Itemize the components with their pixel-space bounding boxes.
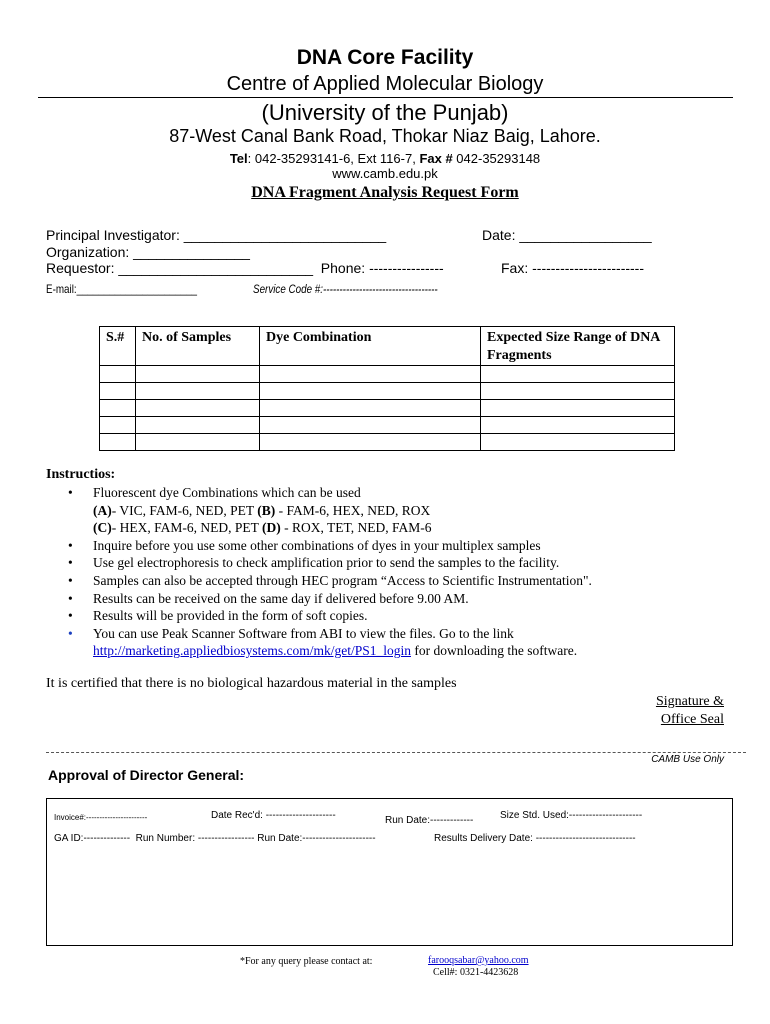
bullet-icon: • bbox=[68, 555, 73, 571]
date-field[interactable]: Date: _________________ bbox=[482, 227, 652, 243]
col-header-serial: S.# bbox=[100, 327, 136, 366]
tel-label: Tel bbox=[229, 151, 248, 166]
email-field[interactable]: E-mail:______________________ bbox=[46, 282, 198, 296]
bullet-icon: • bbox=[68, 625, 73, 641]
size-std-field[interactable]: Size Std. Used:---------------------- bbox=[500, 810, 643, 821]
organization-field[interactable]: Organization: _______________ bbox=[46, 244, 250, 260]
col-header-samples: No. of Samples bbox=[136, 327, 260, 366]
table-cell[interactable] bbox=[481, 366, 675, 383]
table-cell[interactable] bbox=[260, 417, 481, 434]
peak-scanner-link[interactable]: http://marketing.appliedbiosystems.com/mk/get/PS1_login bbox=[93, 643, 411, 659]
table-cell[interactable] bbox=[260, 383, 481, 400]
combo-d-text: - ROX, TET, NED, FAM-6 bbox=[280, 520, 432, 536]
address: 87-West Canal Bank Road, Thokar Niaz Baig, Lahore. bbox=[169, 126, 601, 146]
date-received-field[interactable]: Date Rec'd: --------------------- bbox=[211, 810, 336, 821]
combo-d-label: (D) bbox=[262, 520, 281, 536]
signature-label: Signature & bbox=[655, 694, 724, 709]
table-row bbox=[100, 434, 675, 451]
query-contact-label: *For any query please contact at: bbox=[240, 956, 373, 967]
list-item bbox=[64, 625, 744, 660]
signature-block[interactable] bbox=[600, 693, 724, 729]
bullet-icon: • bbox=[68, 608, 73, 624]
table-cell[interactable] bbox=[136, 434, 260, 451]
table-header-row bbox=[100, 327, 675, 366]
table-row bbox=[100, 417, 675, 434]
contact-cell: Cell#: 0321-4423628 bbox=[433, 967, 519, 978]
fax-value: 042-35293148 bbox=[452, 151, 541, 166]
bullet-icon: • bbox=[68, 537, 73, 553]
service-code-field[interactable]: Service Code #:----------------------------------- bbox=[253, 282, 438, 296]
table-cell[interactable] bbox=[481, 417, 675, 434]
list-item bbox=[64, 554, 744, 572]
combo-c-label: (C) bbox=[93, 520, 112, 536]
table-row bbox=[100, 366, 675, 383]
table-cell[interactable] bbox=[136, 383, 260, 400]
instruction-text: Inquire before you use some other combinations of dyes in your multiplex samples bbox=[93, 537, 541, 553]
facility-title: DNA Core Facility bbox=[296, 46, 474, 69]
section-divider bbox=[46, 752, 746, 753]
approval-heading: Approval of Director General: bbox=[48, 767, 245, 783]
combo-b-text: - FAM-6, HEX, NED, ROX bbox=[275, 502, 431, 518]
tel-value: : 042-35293141-6, Ext 116-7, bbox=[247, 151, 420, 166]
list-item bbox=[64, 607, 744, 625]
contact-line bbox=[0, 151, 770, 166]
list-item bbox=[64, 590, 744, 608]
bullet-icon: • bbox=[68, 485, 73, 500]
table-cell[interactable] bbox=[481, 434, 675, 451]
list-item bbox=[64, 537, 744, 555]
combo-a-label: (A) bbox=[93, 502, 112, 518]
invoice-field[interactable]: Invoice#:----------------------- bbox=[54, 813, 148, 822]
camb-use-label: CAMB Use Only bbox=[651, 754, 724, 765]
table-cell[interactable] bbox=[136, 417, 260, 434]
header-divider bbox=[38, 97, 733, 98]
results-delivery-field[interactable]: Results Delivery Date: ------------------------------ bbox=[434, 833, 636, 844]
table-cell[interactable] bbox=[136, 366, 260, 383]
instructions-list bbox=[64, 484, 744, 660]
table-cell[interactable] bbox=[100, 366, 136, 383]
form-title bbox=[0, 184, 770, 202]
combo-b-label: (B) bbox=[257, 502, 276, 518]
fax-label: Fax # bbox=[419, 151, 453, 166]
combo-c-text: - HEX, FAM-6, NED, PET bbox=[111, 520, 262, 536]
list-item bbox=[64, 572, 744, 590]
col-header-size-range: Expected Size Range of DNA Fragments bbox=[481, 327, 675, 366]
instruction-text: Samples can also be accepted through HEC program “Access to Scientific Instrumentation". bbox=[93, 572, 592, 588]
table-cell[interactable] bbox=[260, 400, 481, 417]
table-cell[interactable] bbox=[481, 383, 675, 400]
instruction-text: Fluorescent dye Combinations which can be used bbox=[93, 485, 361, 500]
website: www.camb.edu.pk bbox=[332, 166, 438, 181]
samples-table bbox=[99, 326, 675, 451]
link-suffix: for downloading the software. bbox=[410, 643, 578, 659]
instruction-text: Use gel electrophoresis to check amplification prior to send the samples to the facility. bbox=[93, 555, 560, 571]
office-seal-label: Office Seal bbox=[660, 712, 724, 727]
table-cell[interactable] bbox=[136, 400, 260, 417]
bullet-icon: • bbox=[68, 572, 73, 588]
col-header-dye: Dye Combination bbox=[260, 327, 481, 366]
table-cell[interactable] bbox=[100, 434, 136, 451]
fax-field[interactable]: Fax: ------------------------ bbox=[501, 260, 645, 276]
table-row bbox=[100, 400, 675, 417]
certification-statement: It is certified that there is no biological hazardous material in the samples bbox=[46, 676, 457, 691]
instruction-text: You can use Peak Scanner Software from ABI to view the files. Go to the link bbox=[93, 625, 514, 641]
form-title-text: DNA Fragment Analysis Request Form bbox=[251, 184, 519, 201]
university-name: (University of the Punjab) bbox=[261, 100, 509, 125]
table-cell[interactable] bbox=[481, 400, 675, 417]
table-cell[interactable] bbox=[100, 383, 136, 400]
table-cell[interactable] bbox=[100, 417, 136, 434]
instruction-text: Results can be received on the same day if delivered before 9.00 AM. bbox=[93, 590, 469, 606]
contact-email-link[interactable]: farooqsabar@yahoo.com bbox=[428, 955, 529, 966]
requestor-phone-field[interactable]: Requestor: _________________________ Phone: ---------------- bbox=[46, 260, 444, 276]
combo-a-text: - VIC, FAM-6, NED, PET bbox=[111, 502, 258, 518]
run-date-small-field[interactable]: Run Date:------------- bbox=[385, 815, 474, 826]
ga-id-run-field[interactable]: GA ID:-------------- Run Number: ----------------- Run Date:---------------------- bbox=[54, 833, 376, 844]
table-row bbox=[100, 383, 675, 400]
list-item bbox=[64, 484, 744, 537]
principal-investigator-field[interactable]: Principal Investigator: __________________________ bbox=[46, 227, 387, 243]
instruction-text: Results will be provided in the form of soft copies. bbox=[93, 608, 368, 624]
table-cell[interactable] bbox=[100, 400, 136, 417]
centre-name: Centre of Applied Molecular Biology bbox=[226, 73, 544, 95]
instructions-heading: Instructios: bbox=[46, 467, 116, 482]
bullet-icon: • bbox=[68, 590, 73, 606]
table-cell[interactable] bbox=[260, 366, 481, 383]
table-cell[interactable] bbox=[260, 434, 481, 451]
